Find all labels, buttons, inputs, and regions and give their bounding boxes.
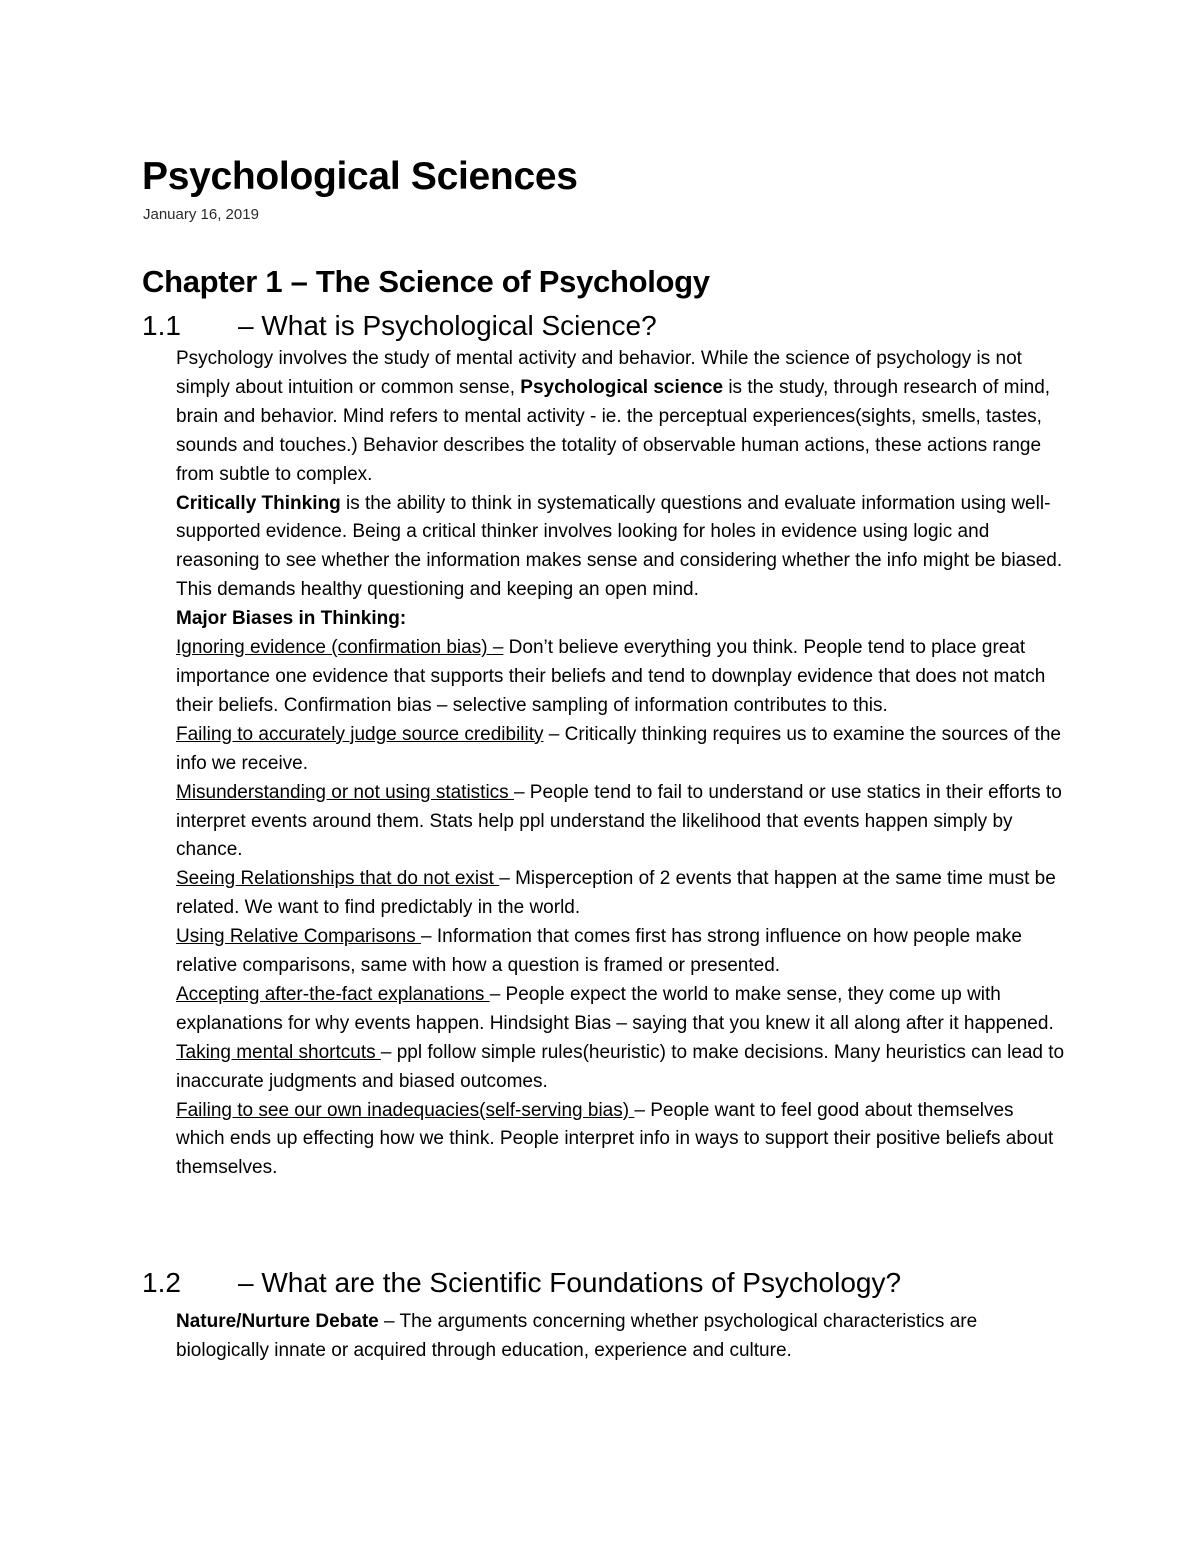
term-nature-nurture-debate: Nature/Nurture Debate (176, 1311, 379, 1332)
paragraph-nature-nurture (176, 1308, 1066, 1366)
bias-description: – People want to feel good about themselves which ends up effecting how we think. People interpret info in ways to support their positive beliefs about themselves. (176, 1099, 1054, 1179)
bias-name: Taking mental shortcuts (176, 1041, 381, 1063)
bias-description: – ppl follow simple rules(heuristic) to make decisions. Many heuristics can lead to inaccurate judgments and biased outcomes. (176, 1041, 1065, 1092)
section-1-1-body (176, 345, 1066, 1183)
section-heading-1-2 (142, 1265, 901, 1301)
nature-nurture-text: – The arguments concerning whether psychological characteristics are biologically innate or acquired through education, experience and culture. (176, 1311, 978, 1361)
term-critically-thinking: Critically Thinking (176, 492, 341, 514)
bias-description: Don’t believe everything you think. People tend to place great importance one evidence that supports their beliefs and tend to downplay evidence that does not match their beliefs. Confirmation bias – selective sampling of information contributes to this. (176, 637, 1046, 716)
document-title: Psychological Sciences (142, 155, 578, 198)
bias-item (176, 721, 1066, 779)
bias-item (176, 1097, 1066, 1184)
bias-name: Ignoring evidence (confirmation bias) – (176, 637, 504, 659)
bias-name: Using Relative Comparisons (176, 926, 421, 948)
intro-text: Psychology involves the study of mental activity and behavior. While the science of psychology is not simply about intuition or common sense, (176, 348, 1022, 398)
paragraph-critical-thinking (176, 490, 1066, 606)
bias-description: – Information that comes first has strong influence on how people make relative comparisons, same with how a question is framed or presented. (176, 926, 1022, 977)
chapter-heading: Chapter 1 – The Science of Psychology (142, 264, 710, 299)
section-1-2-body (176, 1308, 1066, 1366)
bias-item (176, 1039, 1066, 1097)
section-number: 1.2 (142, 1267, 181, 1298)
section-number: 1.1 (142, 310, 181, 341)
paragraph-psychology-intro (176, 345, 1066, 490)
bias-item (176, 865, 1066, 923)
bias-name: Accepting after-the-fact explanations (176, 983, 490, 1005)
bias-name: Failing to accurately judge source credibility (176, 723, 544, 745)
critical-thinking-text: is the ability to think in systematically questions and evaluate information using well-supported evidence. Being a critical thinker involves looking for holes in evidence using logic and reasoning to see whether the information makes sense and considering whether the info might be biased. This demands healthy questioning and keeping an open mind. (176, 492, 1063, 601)
bias-item (176, 981, 1066, 1039)
bias-item (176, 779, 1066, 866)
section-title: – What is Psychological Science? (238, 310, 657, 341)
biases-heading (176, 605, 1066, 634)
bias-item (176, 923, 1066, 981)
bias-item (176, 634, 1066, 721)
bias-description: – People expect the world to make sense, they come up with explanations for why events happen. Hindsight Bias – saying that you knew it all along after it happened. (176, 983, 1054, 1034)
document-date: January 16, 2019 (143, 206, 259, 223)
intro-text-continued: is the study, through research of mind, brain and behavior. Mind refers to mental activity - ie. the perceptual experiences(sights, smells, tastes, sounds and touches.) Behavior describes the totality of observable human actions, these actions range from subtle to complex. (176, 376, 1051, 485)
bias-description: – Misperception of 2 events that happen at the same time must be related. We want to find predictably in the world. (176, 868, 1056, 919)
bias-description: – Critically thinking requires us to examine the sources of the info we receive. (176, 723, 1061, 774)
term-psychological-science: Psychological science (520, 376, 724, 398)
biases-heading-text: Major Biases in Thinking: (176, 608, 407, 630)
bias-description: – People tend to fail to understand or use statics in their efforts to interpret events around them. Stats help ppl understand the likelihood that events happen simply by chance. (176, 781, 1062, 861)
section-title: – What are the Scientific Foundations of Psychology? (238, 1267, 902, 1298)
bias-name: Misunderstanding or not using statistics (176, 781, 514, 803)
bias-name: Seeing Relationships that do not exist (176, 868, 500, 890)
bias-name: Failing to see our own inadequacies(self-serving bias) (176, 1099, 635, 1121)
section-heading-1-1 (142, 308, 657, 344)
